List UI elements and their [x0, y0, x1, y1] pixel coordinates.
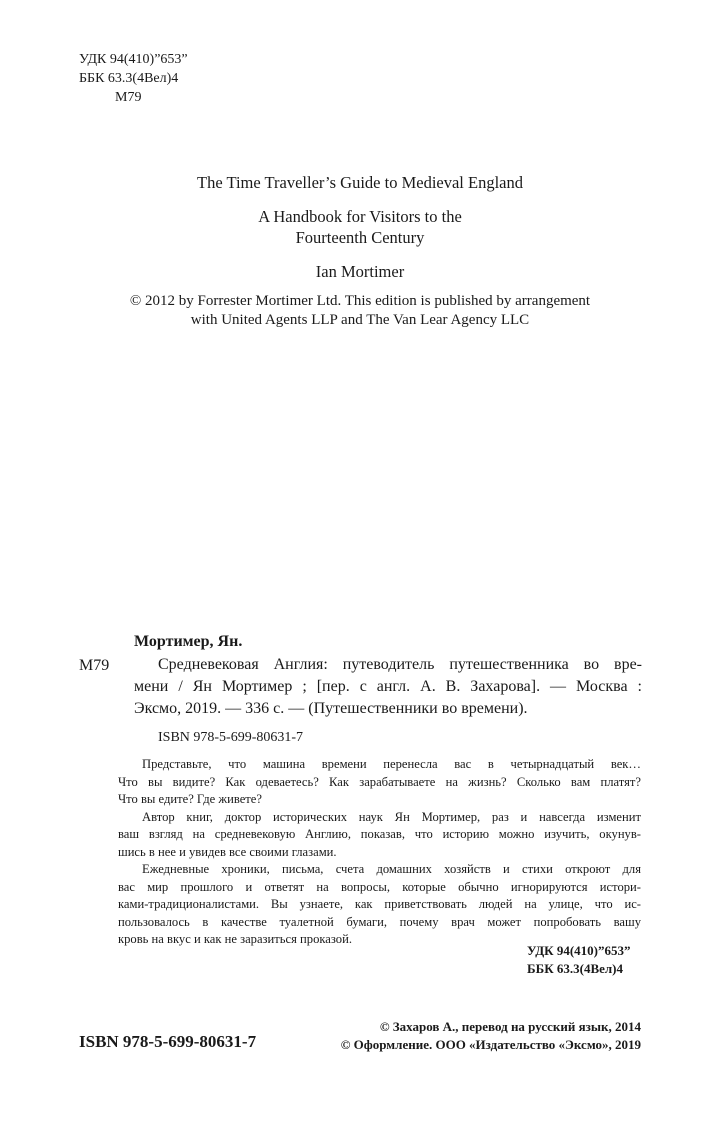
original-subtitle-line-2: Fourteenth Century	[295, 228, 425, 247]
original-title: The Time Traveller’s Guide to Medieval England	[197, 173, 523, 192]
original-copyright-line-1: © 2012 by Forrester Mortimer Ltd. This edition is published by arrangement	[129, 293, 591, 309]
original-copyright-line-2: with United Agents LLP and The Van Lear Agency LLC	[190, 312, 530, 328]
annotation-line-9: ками-традиционалистами. Вы узнаете, как приветствовать людей на улице, что ис-	[118, 897, 641, 911]
annotation-text	[118, 756, 641, 949]
catalog-description-line-1: Средневековая Англия: путеводитель путешественника во вре-	[158, 656, 642, 673]
author-sign-top: М79	[115, 90, 142, 105]
catalog-description-line-3: Эксмо, 2019. — 336 с. — (Путешественники во времени).	[134, 700, 528, 717]
annotation-line-6: шись в нее и увидев все своими глазами.	[118, 844, 337, 859]
annotation-line-1: Представьте, что машина времени перенесла вас в четырнадцатый век…	[142, 757, 641, 771]
catalog-author-sign: М79	[79, 657, 110, 674]
annotation-line-10: пользовалось в качестве туалетной бумаги, почему врач может попробовать вашу	[118, 914, 641, 929]
annotation-line-11: кровь на вкус и как не заразиться проказой.	[118, 932, 352, 946]
udk-code-top: УДК 94(410)”653”	[79, 52, 188, 67]
isbn-main: ISBN 978-5-699-80631-7	[79, 1032, 257, 1051]
original-subtitle-block	[60, 206, 660, 248]
bbk-code-bottom: ББК 63.3(4Вел)4	[527, 961, 624, 976]
copyright-design: © Оформление. ООО «Издательство «Эксмо», 2019	[340, 1037, 641, 1052]
annotation-line-2: Что вы видите? Как одеваетесь? Как зарабатываете на жизнь? Сколько вам платят?	[118, 774, 641, 789]
original-author-block	[60, 261, 660, 282]
original-copyright-block	[60, 292, 660, 330]
annotation-line-7: Ежедневные хроники, письма, счета домашних хозяйств и стихи откроют для	[142, 862, 641, 876]
catalog-author-heading: Мортимер, Ян.	[134, 633, 243, 650]
annotation-line-8: вас мир прошлого и ответят на вопросы, которые обычно игнорируются истори-	[118, 879, 641, 894]
original-title-block	[60, 172, 660, 193]
catalog-description	[134, 654, 642, 720]
annotation-line-3: Что вы едите? Где живете?	[118, 792, 262, 806]
original-author: Ian Mortimer	[315, 262, 405, 281]
original-subtitle-line-1: A Handbook for Visitors to the	[258, 207, 462, 226]
catalog-description-line-2: мени / Ян Мортимер ; [пер. с англ. А. В. Захарова]. — Москва :	[134, 678, 642, 695]
catalog-isbn: ISBN 978-5-699-80631-7	[158, 730, 304, 745]
annotation-line-4: Автор книг, доктор исторических наук Ян Мортимер, раз и навсегда изменит	[142, 809, 641, 824]
bbk-code-top: ББК 63.3(4Вел)4	[79, 71, 179, 86]
udk-code-bottom: УДК 94(410)”653”	[527, 943, 631, 958]
copyright-translation: © Захаров А., перевод на русский язык, 2014	[379, 1019, 641, 1034]
annotation-line-5: ваш взгляд на средневековую Англию, показав, что историю можно изучить, окунув-	[118, 827, 641, 841]
